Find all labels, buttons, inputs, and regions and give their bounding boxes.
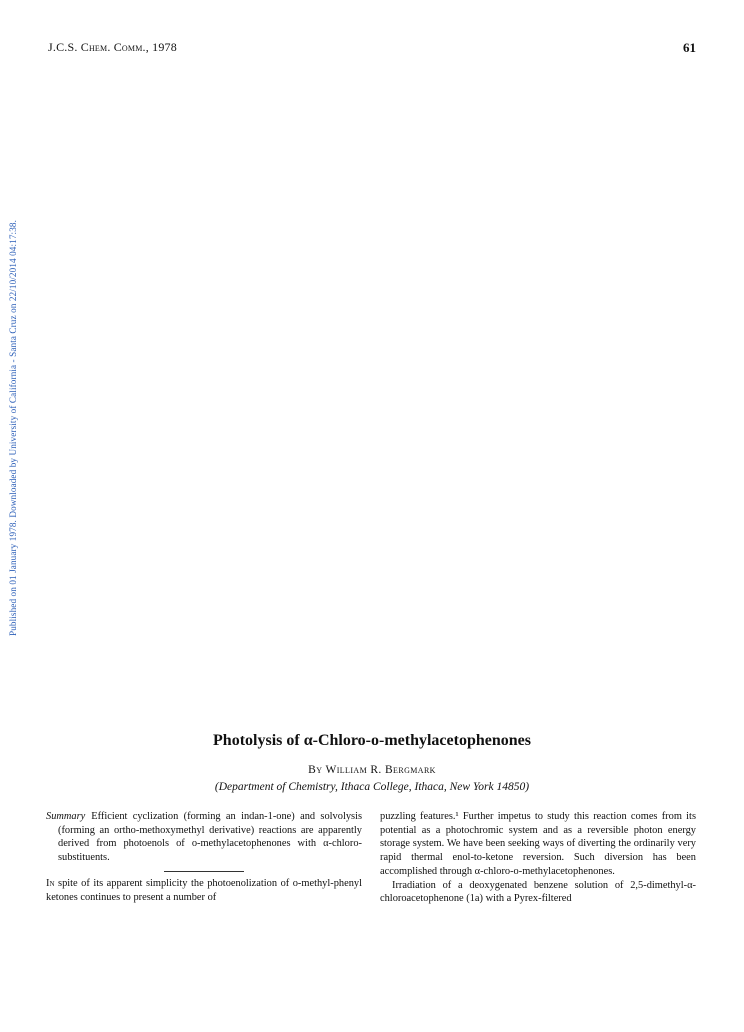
author-byline: By William R. Bergmark <box>308 764 436 776</box>
article-title: Photolysis of α-Chloro-o-methylacetophenones <box>213 732 531 749</box>
summary-text: Efficient cyclization (forming an indan-1-one) and solvolysis (forming an ortho-methoxymethyl derivative) reactions are apparently derived from photoenols of o-methylacetophenones with α-chloro-substituents. <box>58 811 362 864</box>
intro-paragraph <box>46 877 362 904</box>
second-paragraph: Irradiation of a deoxygenated benzene solution of 2,5-dimethyl-α-chloroacetophenone (1a) with a Pyrex-filtered <box>380 879 696 905</box>
continuation-paragraph: puzzling features.¹ Further impetus to study this reaction comes from its potential as a photochromic system and as a reversible photon energy storage system. We have been seeking ways of diverting the ordinarily very rapid thermal enol-to-ketone reversion. Such diversion has been accomplished through α-chloro-o-methylacetophenones. <box>380 811 696 877</box>
intro-smallcaps: In <box>46 877 55 889</box>
running-head-prefix: J.C.S. <box>48 40 81 54</box>
left-column <box>46 810 362 904</box>
publication-side-note[interactable]: Published on 01 January 1978. Downloaded by University of California - Santa Cruz on 22/10/2014 04:17:38. <box>8 220 18 636</box>
summary-paragraph <box>46 810 362 865</box>
intro-text: spite of its apparent simplicity the photoenolization of o-methyl-phenyl ketones continues to present a number of <box>46 877 362 903</box>
right-column <box>380 810 696 906</box>
summary-label: Summary <box>46 811 86 822</box>
author-affiliation: (Department of Chemistry, Ithaca College, Ithaca, New York 14850) <box>214 781 530 793</box>
page-number: 61 <box>683 40 696 55</box>
running-head-journal: Chem. Comm. <box>80 40 146 54</box>
running-head-year: , 1978 <box>145 40 177 54</box>
section-divider <box>164 871 244 872</box>
running-head <box>48 40 177 55</box>
